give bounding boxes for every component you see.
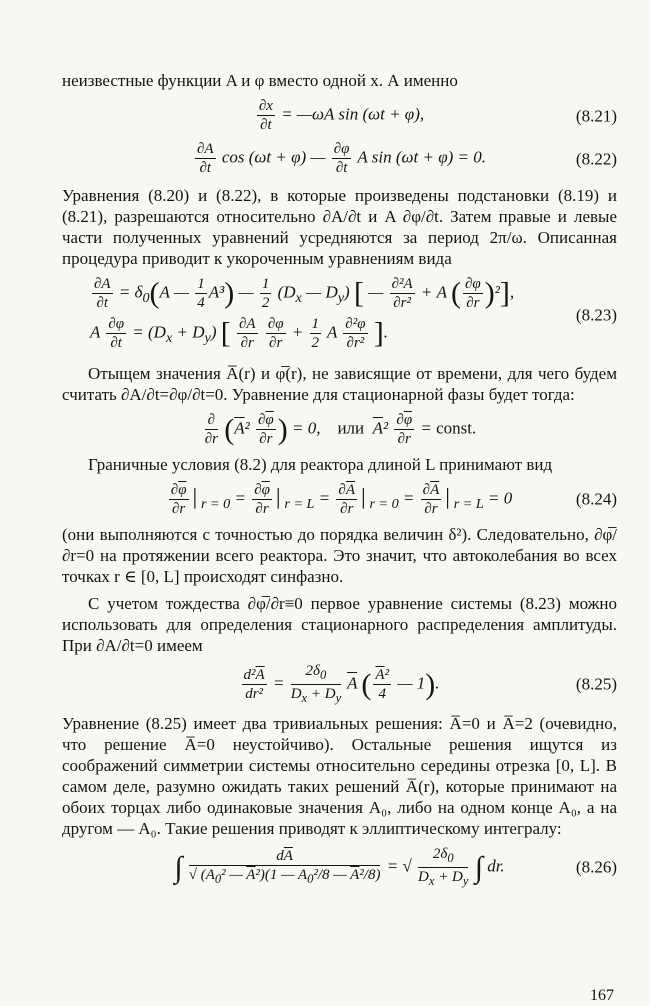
paragraph-intro: неизвестные функции A и φ вместо одной x. А именно <box>62 71 458 90</box>
equation-number: (8.23) <box>575 305 617 325</box>
paragraph-accuracy: (они выполняются с точностью до порядка величин δ²). Следовательно, ∂φ̅/∂r=0 на протяжении всего реактора. Это значит, что автоколебания во всех точках r ∈ [0, L] происходят синфазно. <box>62 524 617 586</box>
paragraph-identity: С учетом тождества ∂φ̅/∂r≡0 первое уравнение системы (8.23) можно использовать для определения стационарного распределения амплитуды. При ∂A/∂t=0 имеем <box>62 593 617 655</box>
equation-8-25: $\frac{d^2\overline{A}}{\text{dr²}}$ = $\frac{2\delta_0}{D_x + D_y}$ $\overline{A}$ ( $\frac{\overline{A}^2}{4}$ — 1). (8.25) <box>243 662 617 705</box>
equation-number: (8.25) <box>575 674 617 694</box>
equation-8-22: $\frac{\partial A}{\partial t}$ cos (ωt + φ) — $\frac{\partial\varphi}{\partial t}$ A sin (ωt + φ) = 0. (8.22) <box>196 141 617 176</box>
book-page <box>62 70 617 896</box>
equation-8-26: ∫ $\frac{d\overline{A}}{√ (A_0^2 — \overline{A}^2)(1 — A_0^2/8 — \overline{A}^2/8)}$ = √ $\frac{2\delta_0}{D_x + D_y}$ ∫ dr. (8.26) <box>174 845 617 888</box>
paragraph-substitution: Уравнения (8.20) и (8.22), в которые произведены подстановки (8.19) и (8.21), разрешаются относительно ∂A/∂t и A ∂φ/∂t. Затем правые и левые части полученных уравнений усредняются за период 2π/ω. Описанная процедура приводит к укороченным уравнениям вида <box>62 186 617 268</box>
equation-stationary-phase: $\frac{\partial}{\partial r}$ ($\overline{A}^2$ $\frac{\partial\overline{\varphi}}{\partial r}$ ) = 0, или $\overline{A}^2$ $\frac{\partial\overline{\varphi}}{\partial r}$ = const. <box>204 411 477 447</box>
paragraph-solutions: Уравнение (8.25) имеет два тривиальных решения: A̅=0 и A̅=2 (очевидно, что решение A̅=0 неустойчиво). Остальные решения ищутся из соображений симметрии системы относительно середины отрезка [0, L]. В самом деле, разумно ожидать таких решений A̅(r), которые принимают на обоих торцах либо одинаковые значения A₀, либо на одном конце A₀, а на другом — A₀. Такие решения приводят к эллиптическому интегралу: <box>62 713 617 838</box>
equation-number: (8.21) <box>575 106 617 125</box>
equation-number: (8.22) <box>575 149 617 168</box>
page-number: 167 <box>590 987 614 1004</box>
equation-8-24: $\frac{\partial\overline{\varphi}}{\partial r}$ $│_{r = 0}$ = $\frac{\partial\overline{\varphi}}{\partial r}$ $│_{r = L}$ = $\frac{\partial\overline{A}}{\partial r}$ $│_{r = 0}$ = $\frac{\partial\overline{A}}{\partial r}$ $│_{r = L} = 0$ (8.24) <box>170 481 617 517</box>
equation-number: (8.26) <box>575 857 617 877</box>
paragraph-stationary: Отыщем значения A̅(r) и φ̅(r), не зависящие от времени, для чего будем считать ∂A/∂t=∂φ/∂t=0. Уравнение для стационарной фазы будет тогда: <box>62 363 617 404</box>
equation-8-21: $\frac{\partial x}{\partial t}$ = —ωA sin (ωt + φ), (8.21) <box>258 98 617 133</box>
paragraph-boundary: Граничные условия (8.2) для реактора длиной L принимают вид <box>88 454 553 474</box>
equation-8-23: $\frac{\partial A}{\partial t}$ = $\delta_0(A$ — $\frac{1}{4}$ A³) — $\frac{1}{2}$ ($D_x$ — $D_y$) [ — $\frac{\text{∂²A}}{\text{∂r²}}$ + A ( $\frac{\partial\varphi}{\partial r}$ )²], A $\frac{\partial\varphi}{\partial t}$ = $(D_x + D_y)$ [ $\frac{\partial A}{\partial r}$ $\frac{\partial\varphi}{\partial r}$ + $\frac{1}{2}$ A $\frac{\text{∂²φ}}{\text{∂r²}}$ ]. (8.23) <box>90 276 617 351</box>
equation-number: (8.24) <box>575 489 617 509</box>
